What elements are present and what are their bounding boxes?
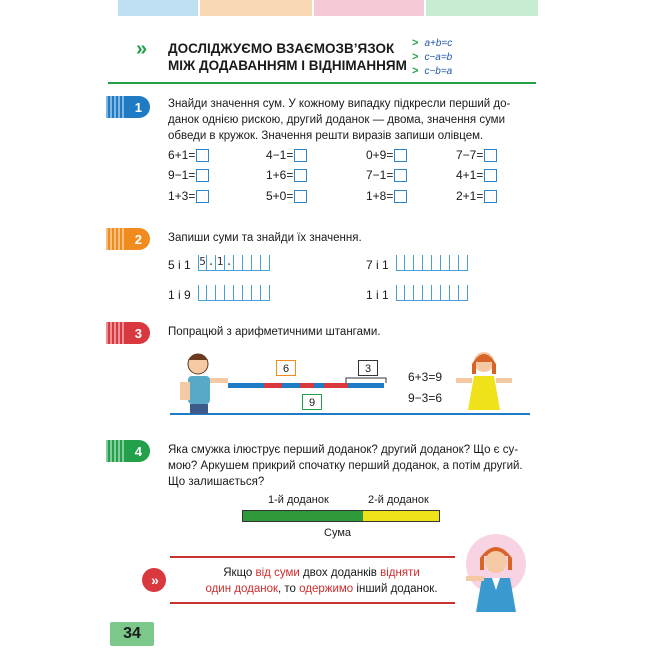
top-tab-pink: [314, 0, 424, 16]
answer-box[interactable]: [484, 149, 497, 162]
answer-grid[interactable]: [198, 285, 270, 301]
expression-item: 1+3=: [168, 189, 209, 203]
strip-first-addend: [243, 511, 363, 521]
top-tab-green: [426, 0, 538, 16]
formula-item: > c−b=a: [412, 65, 453, 77]
chevron-icon: >: [412, 51, 417, 63]
chevron-icon: >: [412, 37, 417, 49]
header-divider: [108, 82, 536, 84]
teacher-illustration: [462, 530, 528, 620]
answer-grid[interactable]: [396, 285, 468, 301]
label-sum: Сума: [324, 527, 352, 539]
pair-label: 1 і 9: [168, 288, 191, 302]
barbell-box-sum: 9: [302, 394, 322, 410]
task-4-text: Яка смужка ілюструє перший доданок? другий доданок? Що є су- мою? Аркушем прикрий спочатку перший доданок, а потім другий. Що залишається?: [168, 444, 523, 488]
expression-item: 5+0=: [266, 189, 307, 203]
chevron-icon: >: [412, 65, 417, 77]
girl-illustration: [456, 352, 512, 410]
page-title-line1: ДОСЛІДЖУЄМО ВЗАЄМОЗВ’ЯЗОК: [168, 41, 395, 56]
pair-label: 7 і 1: [366, 258, 389, 272]
page-number: 34: [110, 622, 154, 646]
answer-box[interactable]: [196, 190, 209, 203]
expression-item: 4+1=: [456, 168, 497, 182]
expression-item: 4−1=: [266, 148, 307, 162]
task-1-badge: 1: [106, 96, 150, 118]
page-title-line2: МІЖ ДОДАВАННЯМ І ВІДНІМАННЯМ: [168, 58, 407, 73]
pair-label: 5 і 1: [168, 258, 191, 272]
expression-item: 9−1=: [168, 168, 209, 182]
task-4-badge: 4: [106, 440, 150, 462]
expression-item: 7−1=: [366, 168, 407, 182]
answer-grid[interactable]: 5 . 1 .: [198, 255, 270, 271]
answer-box[interactable]: [196, 149, 209, 162]
task-1-text: Знайди значення сум. У кожному випадку підкресли перший до- данок однією рискою, другий доданок — двома, значення суми обведи в кружок. Значення решти виразів запиши олівцем.: [168, 98, 511, 142]
top-tab-orange: [200, 0, 312, 16]
answer-box[interactable]: [294, 190, 307, 203]
rule-box: [170, 556, 455, 604]
label-first-addend: 1-й доданок: [268, 494, 329, 506]
label-second-addend: 2-й доданок: [368, 494, 429, 506]
expression-item: 6+1=: [168, 148, 209, 162]
barbell-equation-1: 6+3=9: [408, 370, 443, 384]
barbell-box-right: 3: [358, 360, 378, 376]
expression-item: 2+1=: [456, 189, 497, 203]
pair-label: 1 і 1: [366, 288, 389, 302]
answer-box[interactable]: [484, 169, 497, 182]
rule-chevron-icon: »: [142, 568, 166, 592]
answer-box[interactable]: [394, 169, 407, 182]
formula-list: [412, 36, 452, 78]
answer-box[interactable]: [394, 190, 407, 203]
task-2-text: Запиши суми та знайди їх значення.: [168, 232, 362, 244]
expression-item: 1+6=: [266, 168, 307, 182]
answer-box[interactable]: [394, 149, 407, 162]
answer-box[interactable]: [294, 169, 307, 182]
answer-box[interactable]: [484, 190, 497, 203]
header-chevron-icon: »: [136, 38, 144, 60]
task-3-text: Попрацюй з арифметичними штангами.: [168, 326, 381, 338]
boy-illustration: [180, 354, 228, 414]
task-2-badge: 2: [106, 228, 150, 250]
answer-box[interactable]: [294, 149, 307, 162]
task-3-badge: 3: [106, 322, 150, 344]
formula-item: > a+b=c: [412, 37, 453, 49]
expression-item: 7−7=: [456, 148, 497, 162]
top-tab-blue: [118, 0, 198, 16]
expression-item: 0+9=: [366, 148, 407, 162]
strip-second-addend: [363, 511, 439, 521]
answer-box[interactable]: [196, 169, 209, 182]
page-title: [168, 40, 407, 74]
answer-grid[interactable]: [396, 255, 468, 271]
rule-text: Якщо від суми двох доданків відняти один доданок, то одержимо інший доданок.: [205, 567, 438, 595]
barbell-box-left: 6: [276, 360, 296, 376]
barbell-illustration: [170, 350, 530, 420]
sum-strip: [242, 510, 440, 522]
barbell-equation-2: 9−3=6: [408, 391, 443, 405]
expression-item: 1+8=: [366, 189, 407, 203]
formula-item: > c−a=b: [412, 51, 453, 63]
